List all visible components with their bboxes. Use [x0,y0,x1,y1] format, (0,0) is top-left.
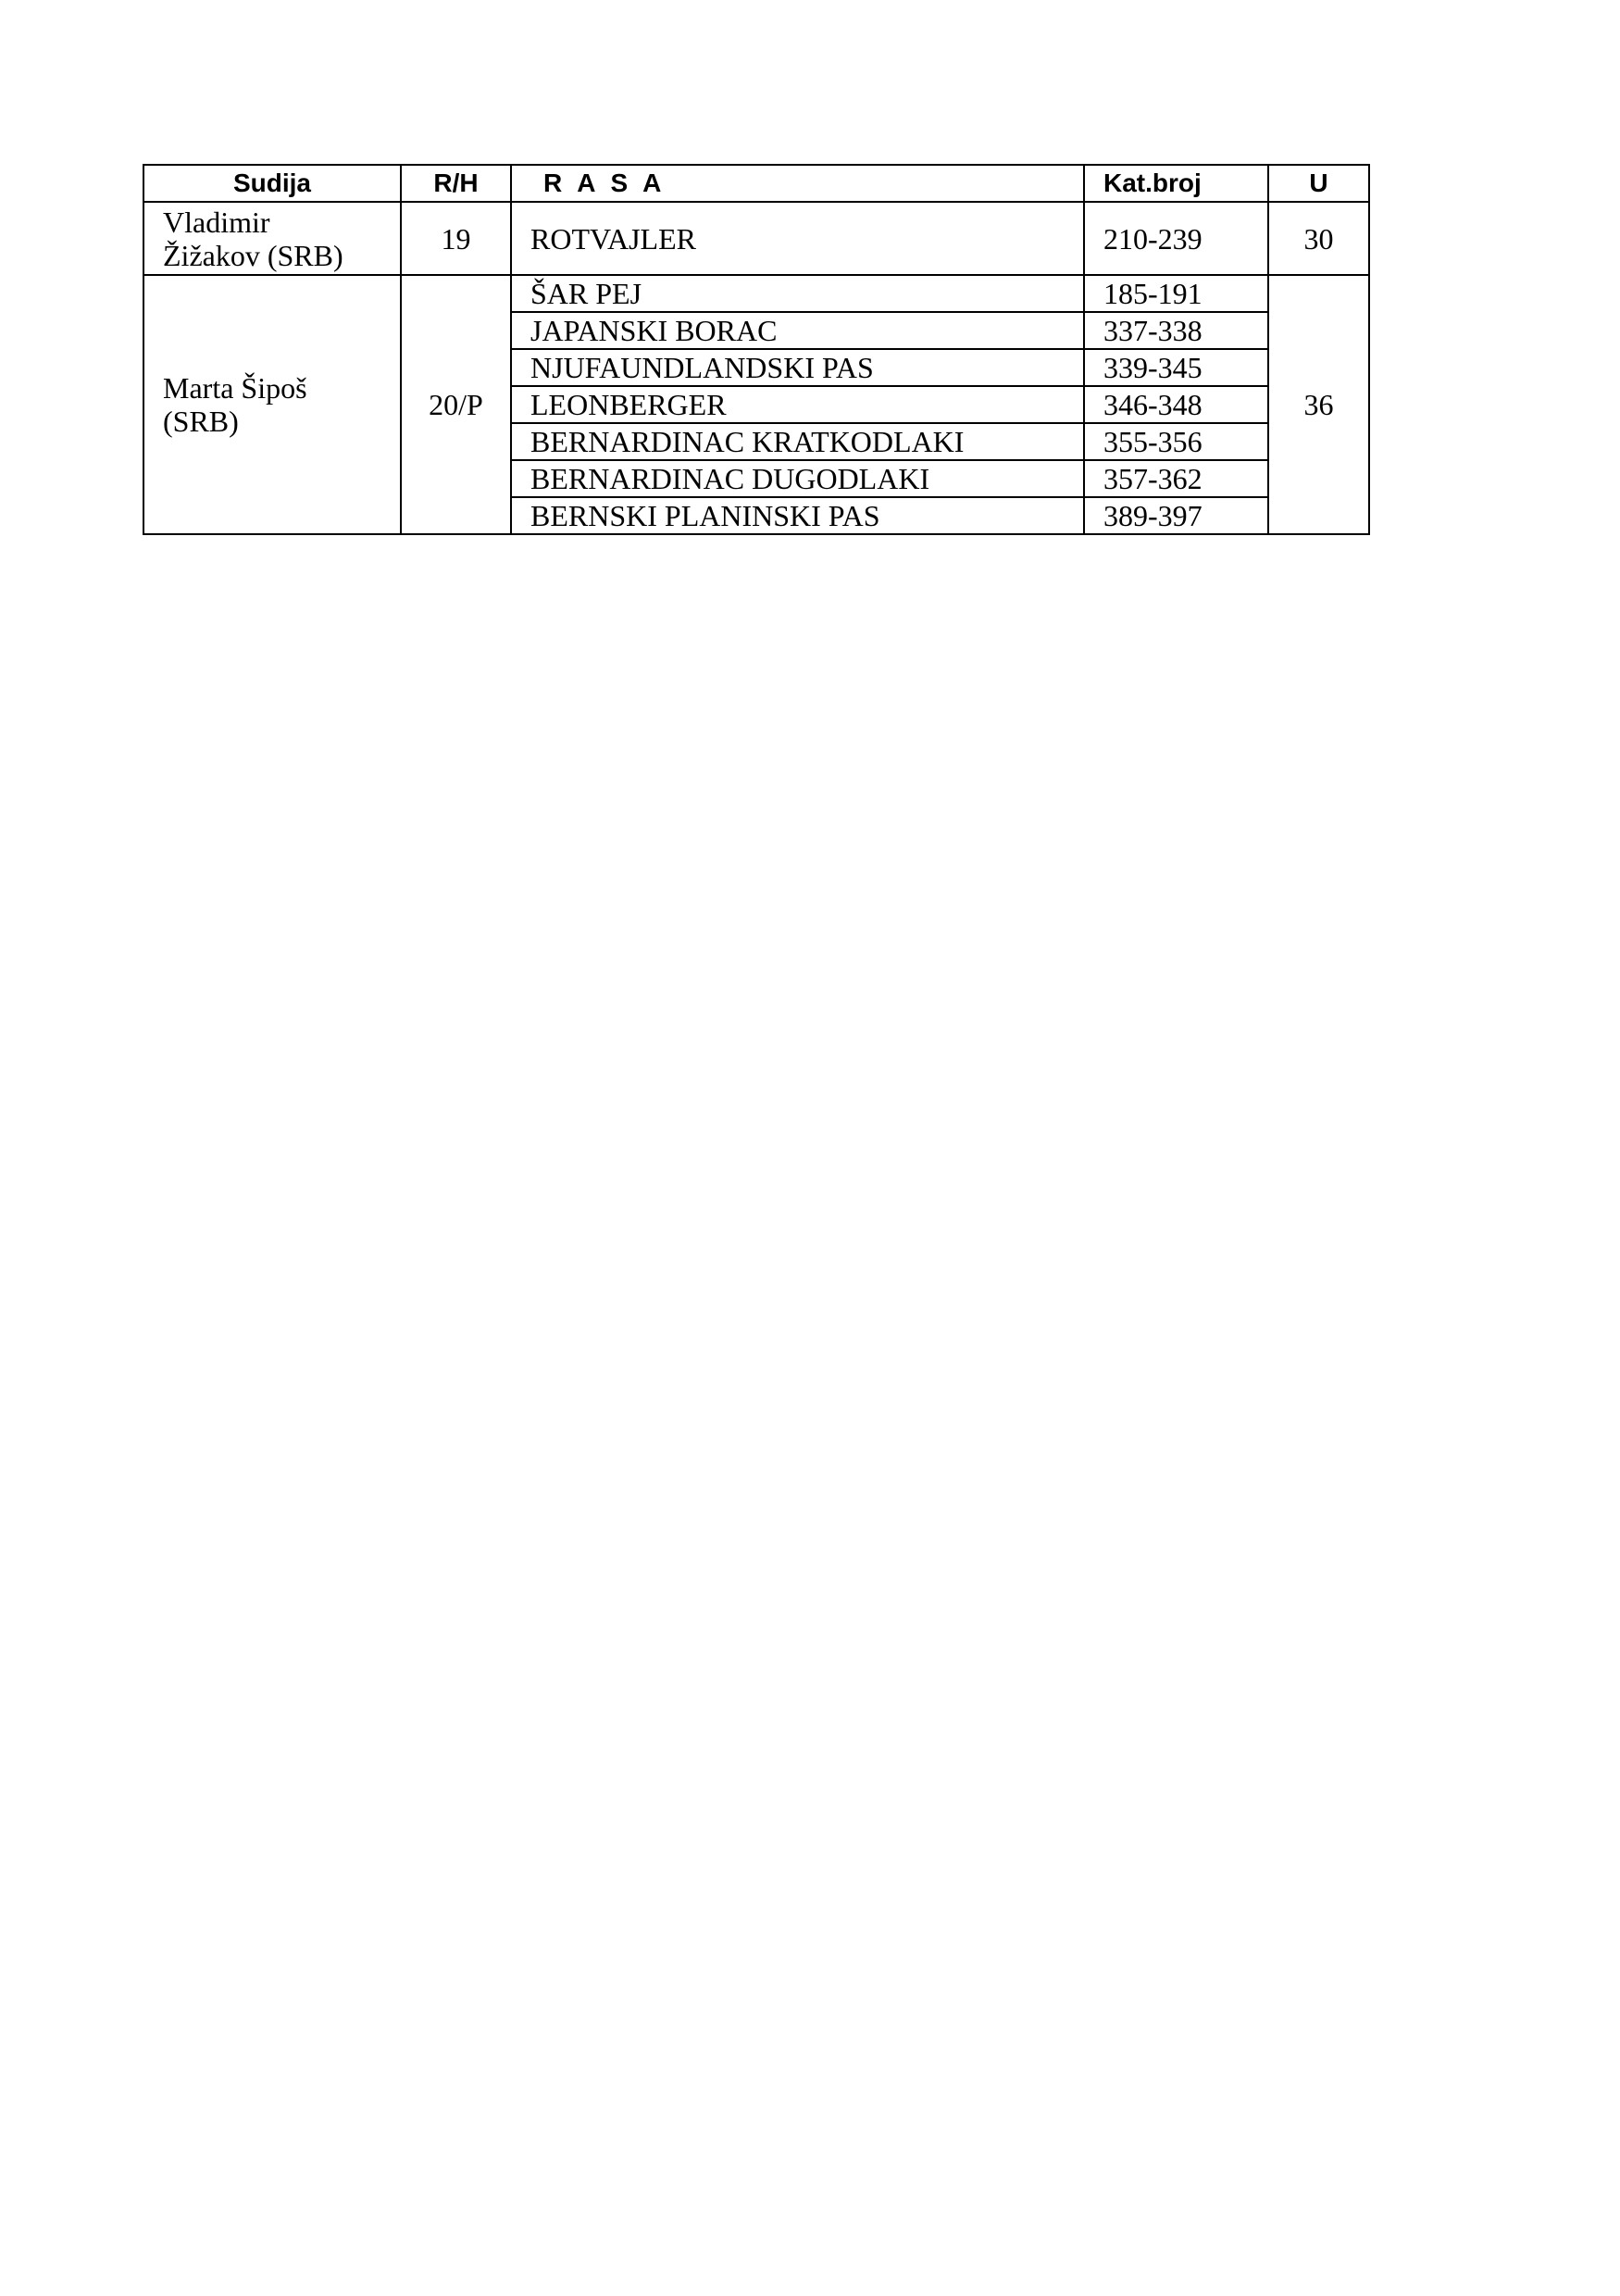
table-row [143,202,1369,275]
header-row [143,165,1369,202]
breed-cell: BERNSKI PLANINSKI PAS [511,497,1084,534]
breed-cell: JAPANSKI BORAC [511,312,1084,349]
judge-cell [143,202,401,275]
judge-name-line1: Marta Šipoš [163,371,307,405]
catalog-number-cell: 389-397 [1084,497,1268,534]
breed-cell: ROTVAJLER [511,202,1084,275]
catalog-number-cell: 346-348 [1084,386,1268,423]
judge-name-line2: (SRB) [163,405,239,438]
header-ring: R/H [401,165,511,202]
header-catalog-number: Kat.broj [1084,165,1268,202]
table-row [143,275,1369,312]
judge-name-line2: Žižakov (SRB) [163,238,343,272]
catalog-number-cell: 357-362 [1084,460,1268,497]
breed-cell: BERNARDINAC DUGODLAKI [511,460,1084,497]
header-judge: Sudija [143,165,401,202]
breed-cell: ŠAR PEJ [511,275,1084,312]
catalog-number-cell: 339-345 [1084,349,1268,386]
ring-cell: 19 [401,202,511,275]
total-cell: 30 [1268,202,1369,275]
schedule-table [143,164,1370,535]
judge-name-line1: Vladimir [163,205,270,239]
judging-schedule [143,164,1370,535]
catalog-number-cell: 337-338 [1084,312,1268,349]
breed-cell: NJUFAUNDLANDSKI PAS [511,349,1084,386]
header-breed: RASA [511,165,1084,202]
catalog-number-cell: 185-191 [1084,275,1268,312]
judge-cell [143,275,401,534]
catalog-number-cell: 210-239 [1084,202,1268,275]
catalog-number-cell: 355-356 [1084,423,1268,460]
breed-cell: BERNARDINAC KRATKODLAKI [511,423,1084,460]
total-cell: 36 [1268,275,1369,534]
ring-cell: 20/P [401,275,511,534]
breed-cell: LEONBERGER [511,386,1084,423]
header-total: U [1268,165,1369,202]
